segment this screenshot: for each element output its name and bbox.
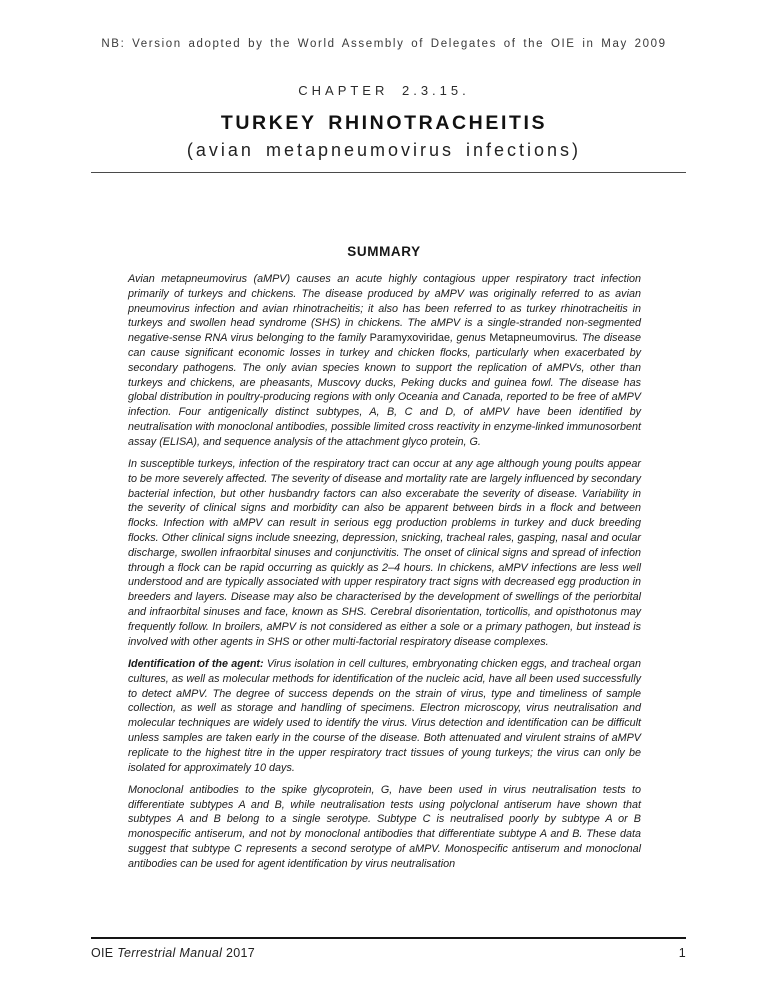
manual-prefix: OIE bbox=[91, 946, 118, 960]
title-divider bbox=[91, 172, 686, 173]
paragraph-segment: Virus isolation in cell cultures, embryonating chicken eggs, and tracheal organ cultures, as well as molecular methods for identification of the nucleic acid, have all been used successfully to detect aMPV. The degree of success depends on the strain of virus, type and timeliness of sample collection, as well as storage and handling of specimens. Electron microscopy, virus neutralisation and molecular techniques are widely used to identify the virus. Virus detection and identification can be difficult unless samples are taken early in the course of the disease. Both attenuated and virulent strains of aMPV replicate to the highest titre in the upper respiratory tract tissues of young turkeys; the virus can only be isolated for approximately 10 days. bbox=[128, 657, 641, 774]
footer-divider bbox=[91, 937, 686, 939]
chapter-number: CHAPTER 2.3.15. bbox=[298, 83, 470, 98]
manual-reference bbox=[91, 946, 255, 960]
paragraph-segment: , genus bbox=[450, 332, 490, 345]
paragraph-segment: Metapneumovirus bbox=[489, 332, 576, 345]
page-footer bbox=[91, 946, 686, 960]
summary-paragraph bbox=[128, 783, 641, 872]
paragraph-segment: Paramyxoviridae bbox=[369, 332, 451, 345]
paragraph-segment: . The disease can cause significant economic losses in turkey and chicken flocks, particularly when exacerbated by secondary pathogens. The only avian species known to support the replication of aMPVs, other than turkeys and chickens, are pheasants, Muscovy ducks, Peking ducks and guinea fowl. The disease has global distribution in poultry-producing regions with only Oceania and Canada, reported to be free of aMPV infection. Four antigenically distinct subtypes, A, B, C and D, of aMPV have been identified by neutralisation with monoclonal antibodies, possible limited cross reactivity in enzyme-linked immunosorbent assay (ELISA), and sequence analysis of the attachment glyco protein, G. bbox=[128, 332, 641, 448]
summary-paragraph bbox=[128, 457, 641, 649]
summary-paragraph bbox=[128, 272, 641, 450]
page-title: TURKEY RHINOTRACHEITIS bbox=[220, 112, 548, 134]
adoption-note: NB: Version adopted by the World Assembly of Delegates of the OIE in May 2009 bbox=[101, 38, 667, 50]
page-subtitle: (avian metapneumovirus infections) bbox=[186, 140, 582, 160]
paragraph-segment: Monoclonal antibodies to the spike glycoprotein, G, have been used in virus neutralisation tests to differentiate subtypes A and B, while neutralisation tests using polyclonal antiserum have shown that subtypes A and B belong to a single serotype. Subtype C is neutralised poorly by subtype A or B monospecific antiserum, and not by monoclonal antibodies that differentiate subtype A and B. These data suggest that subtype C represents a second serotype of aMPV. Monospecific antiserum and monoclonal antibodies can be used for agent identification by virus neutralisation bbox=[128, 783, 641, 870]
paragraph-segment: Avian metapneumovirus (aMPV) causes an acute highly contagious upper respiratory tract infection primarily of turkeys and chickens. The disease produced by aMPV was originally referred to as avian pneumovirus infection and avian rhinotracheitis; it also has been referred to as turkey rhinotracheitis in turkeys and swollen head syndrome (SHS) in chickens. The aMPV is a single-stranded non-segmented negative-sense RNA virus belonging to the family bbox=[128, 273, 641, 345]
paragraph-segment: In susceptible turkeys, infection of the respiratory tract can occur at any age although young poults appear to be more severely affected. The severity of disease and mortality rate are largely influenced by secondary bacterial infection, but other husbandry factors can also excerabate the severity of disease. Variability in the severity of clinical signs and morbidity can also be apparent between birds in a flock and between flocks. Infection with aMPV can result in serious egg production problems in turkey and duck breeding flocks. Other clinical signs include sneezing, depression, snicking, tracheal rales, gasping, nasal and ocular discharge, swollen infraorbital sinuses and conjunctivitis. The onset of clinical signs and spread of infection through a flock can be rapid occurring as quickly as 2–4 hours. In chickens, aMPV infections are less well understood and are typically associated with upper respiratory tract signs with decreased egg production in breeders and layers. Disease may also be characterised by the development of swellings of the periorbital and infraorbital sinuses and face, known as SHS. Cerebral disorientation, torticollis, and opisthotonus may frequently follow. In broilers, aMPV is not considered as either a sole or a primary pathogen, but instead is involved with other agents in SHS or other multi-factorial respiratory disease complexes. bbox=[128, 458, 641, 648]
page-number: 1 bbox=[678, 946, 686, 960]
summary-heading: SUMMARY bbox=[347, 244, 421, 259]
summary-paragraph bbox=[128, 657, 641, 775]
manual-title: Terrestrial Manual bbox=[117, 946, 223, 960]
paragraph-segment: Identification of the agent: bbox=[128, 657, 267, 670]
summary-body bbox=[128, 272, 641, 879]
manual-year: 2017 bbox=[222, 946, 255, 960]
